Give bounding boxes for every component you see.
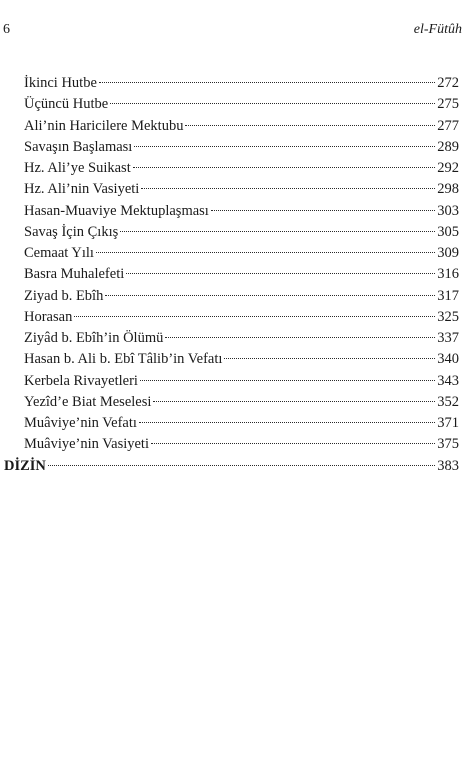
toc-entry-page: 292 — [437, 160, 459, 176]
toc-entry — [24, 94, 459, 115]
table-of-contents — [0, 73, 471, 477]
toc-entry — [24, 222, 459, 243]
toc-leader-dots — [105, 295, 435, 296]
toc-entry-page: 305 — [437, 223, 459, 240]
toc-entry-page: 289 — [437, 138, 459, 155]
toc-entry-page: 277 — [437, 117, 459, 134]
toc-leader-dots — [110, 103, 435, 104]
toc-index-entry — [4, 456, 459, 477]
toc-entry — [24, 116, 459, 137]
toc-entry-page: 317 — [437, 287, 459, 304]
toc-entry-title: Ziyad b. Ebîh — [24, 287, 104, 304]
toc-entry-page: 272 — [437, 75, 459, 91]
toc-entry-page: 352 — [437, 393, 459, 410]
toc-entry-title: Muâviye’nin Vasiyeti — [24, 436, 149, 453]
toc-leader-dots — [140, 380, 435, 381]
toc-entry-title: Ali’nin Haricilere Mektubu — [24, 117, 184, 134]
toc-entry — [24, 371, 459, 392]
toc-index-page: 383 — [437, 457, 459, 474]
toc-entry-page: 303 — [437, 202, 459, 219]
toc-entry — [24, 434, 459, 455]
toc-entry — [24, 392, 459, 413]
toc-entry — [24, 243, 459, 264]
toc-entry — [24, 158, 459, 179]
toc-entry-title: Üçüncü Hutbe — [24, 96, 109, 113]
toc-leader-dots — [211, 210, 435, 211]
page-number: 6 — [3, 22, 10, 37]
toc-entry — [24, 413, 459, 434]
toc-leader-dots — [151, 443, 435, 444]
toc-leader-dots — [120, 231, 435, 232]
toc-leader-dots — [133, 167, 436, 168]
toc-entry — [24, 73, 459, 94]
toc-entry — [24, 179, 459, 200]
toc-entry-title: Basra Muhalefeti — [24, 266, 125, 283]
toc-entry-page: 298 — [437, 181, 459, 198]
toc-entry — [24, 286, 459, 307]
toc-entry-title: Ziyâd b. Ebîh’in Ölümü — [24, 330, 164, 346]
toc-entry-title: İkinci Hutbe — [24, 75, 97, 91]
toc-entry-title: Muâviye’nin Vefatı — [24, 415, 137, 431]
toc-entry-page: 325 — [437, 308, 459, 325]
toc-leader-dots — [96, 252, 435, 253]
toc-entry — [24, 328, 459, 349]
toc-entry-title: Cemaat Yılı — [24, 245, 94, 261]
toc-entry-title: Horasan — [24, 308, 73, 325]
toc-entry — [24, 264, 459, 285]
toc-entry-page: 275 — [437, 96, 459, 113]
toc-entry-title: Hasan b. Ali b. Ebî Tâlib’in Vefatı — [24, 351, 223, 368]
toc-leader-dots — [165, 337, 435, 338]
toc-leader-dots — [134, 146, 435, 147]
toc-entry-title: Yezîd’e Biat Meselesi — [24, 393, 152, 410]
toc-entry-page: 371 — [437, 415, 459, 431]
toc-entry-page: 343 — [437, 372, 459, 389]
toc-entry-title: Savaşın Başlaması — [24, 138, 133, 155]
toc-leader-dots — [185, 125, 435, 126]
toc-entry-page: 316 — [437, 266, 459, 283]
toc-leader-dots — [99, 82, 435, 83]
toc-leader-dots — [224, 358, 435, 359]
toc-entry-title: Hasan-Muaviye Mektuplaşması — [24, 202, 209, 219]
toc-entry — [24, 349, 459, 370]
running-head: el-Fütûh — [413, 22, 462, 37]
toc-index-title: DİZİN — [4, 457, 46, 474]
toc-leader-dots — [153, 401, 435, 402]
toc-entry-title: Hz. Ali’ye Suikast — [24, 160, 131, 176]
toc-entry-page: 375 — [437, 436, 459, 453]
toc-leader-dots — [139, 422, 435, 423]
toc-entry — [24, 307, 459, 328]
toc-leader-dots — [141, 188, 435, 189]
toc-entry-page: 337 — [437, 330, 459, 346]
toc-entry-page: 340 — [437, 351, 459, 368]
toc-leader-dots — [74, 316, 435, 317]
toc-leader-dots — [126, 273, 435, 274]
toc-entry-title: Kerbela Rivayetleri — [24, 372, 138, 389]
toc-entry-title: Savaş İçin Çıkış — [24, 223, 119, 240]
toc-entry-page: 309 — [437, 245, 459, 261]
toc-entry-title: Hz. Ali’nin Vasiyeti — [24, 181, 140, 198]
toc-entry — [24, 201, 459, 222]
toc-leader-dots — [48, 465, 435, 466]
toc-entry — [24, 137, 459, 158]
